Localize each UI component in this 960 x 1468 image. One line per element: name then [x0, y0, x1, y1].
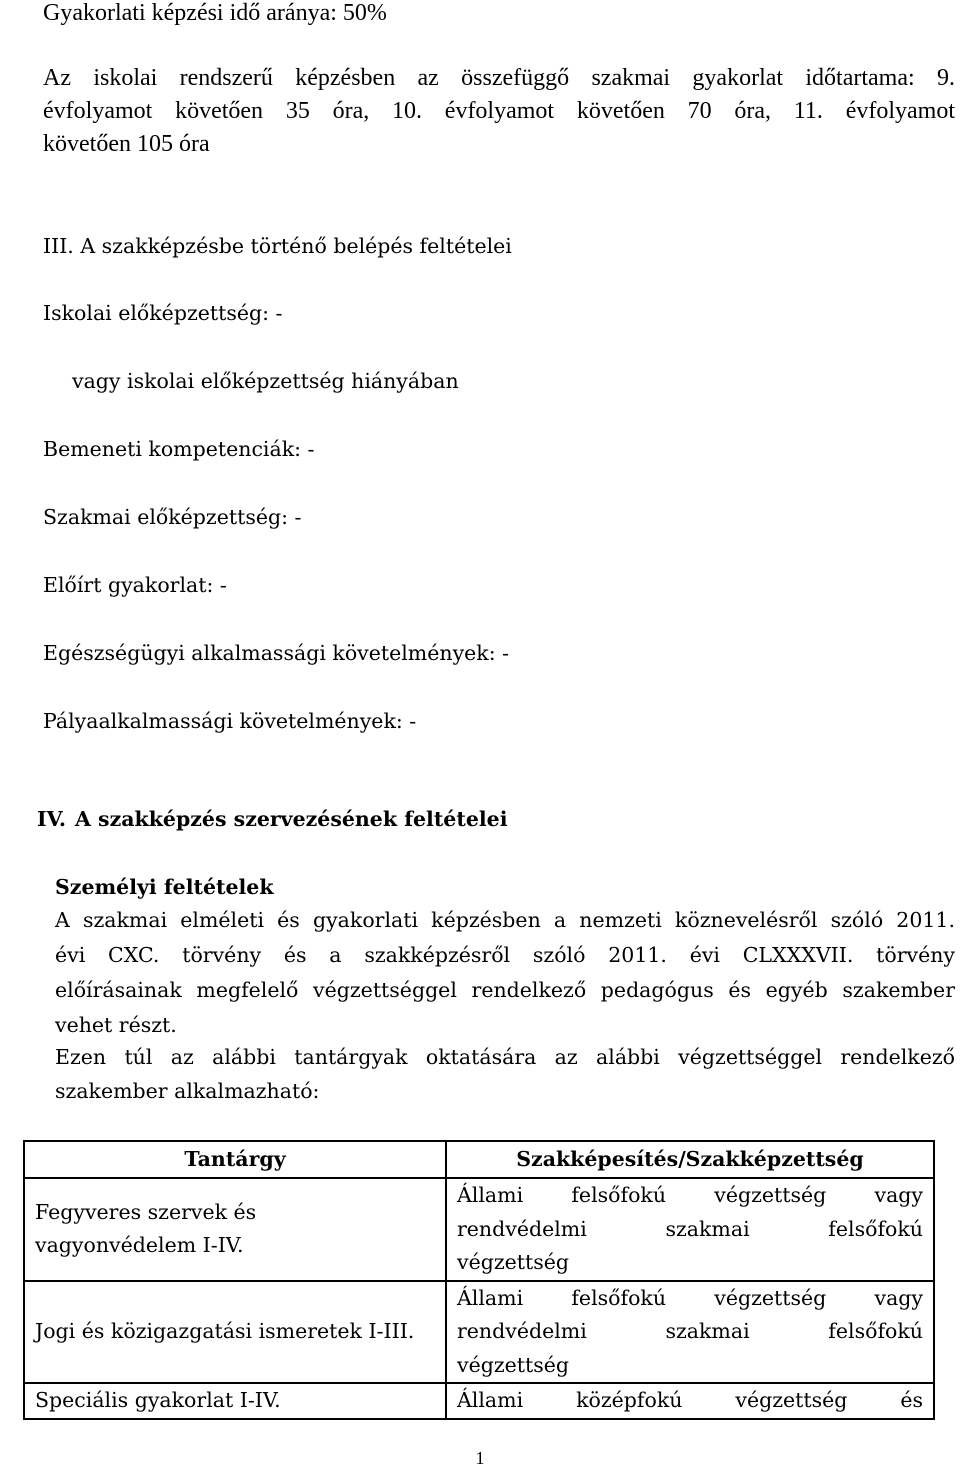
paragraph-line: Ezen túl az alábbi tantárgyak oktatására az alábbi végzettséggel rendelkező	[55, 1045, 955, 1069]
paragraph-line: előírásainak megfelelő végzettséggel rendelkező pedagógus és egyéb szakember	[55, 978, 955, 1002]
entry-condition-item: Pályaalkalmassági követelmények: -	[43, 709, 417, 733]
qualification-line: Állami középfokú végzettség és	[457, 1388, 923, 1412]
practice-ratio: Gyakorlati képzési idő aránya: 50%	[43, 0, 387, 26]
subject-cell	[24, 1281, 446, 1384]
paragraph-line: szakember alkalmazható:	[55, 1079, 320, 1103]
paragraph-line: évfolyamot követően 35 óra, 10. évfolyamot követően 70 óra, 11. évfolyamot	[43, 98, 955, 124]
qualification-cell	[446, 1383, 934, 1419]
subject-line: Speciális gyakorlat I-IV.	[35, 1388, 281, 1412]
entry-condition-item: Iskolai előképzettség: -	[43, 301, 283, 325]
table-header-qualification: Szakképesítés/Szakképzettség	[446, 1141, 934, 1178]
table-row	[24, 1383, 934, 1419]
personnel-subheading: Személyi feltételek	[55, 875, 274, 899]
paragraph-line: követően 105 óra	[43, 131, 210, 157]
subject-line: vagyonvédelem I-IV.	[35, 1233, 244, 1258]
qualification-line: Állami felsőfokú végzettség vagy	[457, 1183, 923, 1207]
entry-condition-item: Bemeneti kompetenciák: -	[43, 437, 315, 461]
table-row	[24, 1281, 934, 1384]
section-iv-title: A szakképzés szervezésének feltételei	[75, 807, 508, 831]
paragraph-line: vehet részt.	[55, 1013, 177, 1037]
paragraph-line: Az iskolai rendszerű képzésben az összefüggő szakmai gyakorlat időtartama: 9.	[43, 65, 955, 91]
subject-line: Jogi és közigazgatási ismeretek I-III.	[35, 1319, 415, 1343]
paragraph-line: évi CXC. törvény és a szakképzésről szóló 2011. évi CLXXXVII. törvény	[55, 943, 955, 967]
qualification-line: végzettség	[457, 1352, 570, 1377]
qualification-cell	[446, 1178, 934, 1281]
qualification-line: végzettség	[457, 1250, 570, 1274]
qualification-line: rendvédelmi szakmai felsőfokú	[457, 1319, 923, 1343]
table-header-subject: Tantárgy	[24, 1141, 446, 1178]
section-iv-number: IV.	[37, 807, 67, 831]
subject-line: Fegyveres szervek és	[35, 1199, 257, 1224]
page-number: 1	[475, 1448, 485, 1468]
entry-condition-item: Egészségügyi alkalmassági követelmények: -	[43, 641, 510, 665]
section-iii-heading: III. A szakképzésbe történő belépés feltételei	[43, 234, 512, 258]
qualification-line: Állami felsőfokú végzettség vagy	[457, 1285, 923, 1310]
paragraph-line: A szakmai elméleti és gyakorlati képzésben a nemzeti köznevelésről szóló 2011.	[55, 908, 955, 932]
qualification-cell	[446, 1281, 934, 1384]
subject-cell	[24, 1178, 446, 1281]
table-row	[24, 1178, 934, 1281]
table-header-row	[24, 1141, 934, 1178]
qualification-line: rendvédelmi szakmai felsőfokú	[457, 1216, 923, 1241]
entry-condition-item: vagy iskolai előképzettség hiányában	[72, 369, 459, 393]
entry-condition-item: Előírt gyakorlat: -	[43, 573, 227, 597]
entry-condition-item: Szakmai előképzettség: -	[43, 505, 302, 529]
subject-qualification-table	[23, 1140, 935, 1420]
subject-cell	[24, 1383, 446, 1419]
